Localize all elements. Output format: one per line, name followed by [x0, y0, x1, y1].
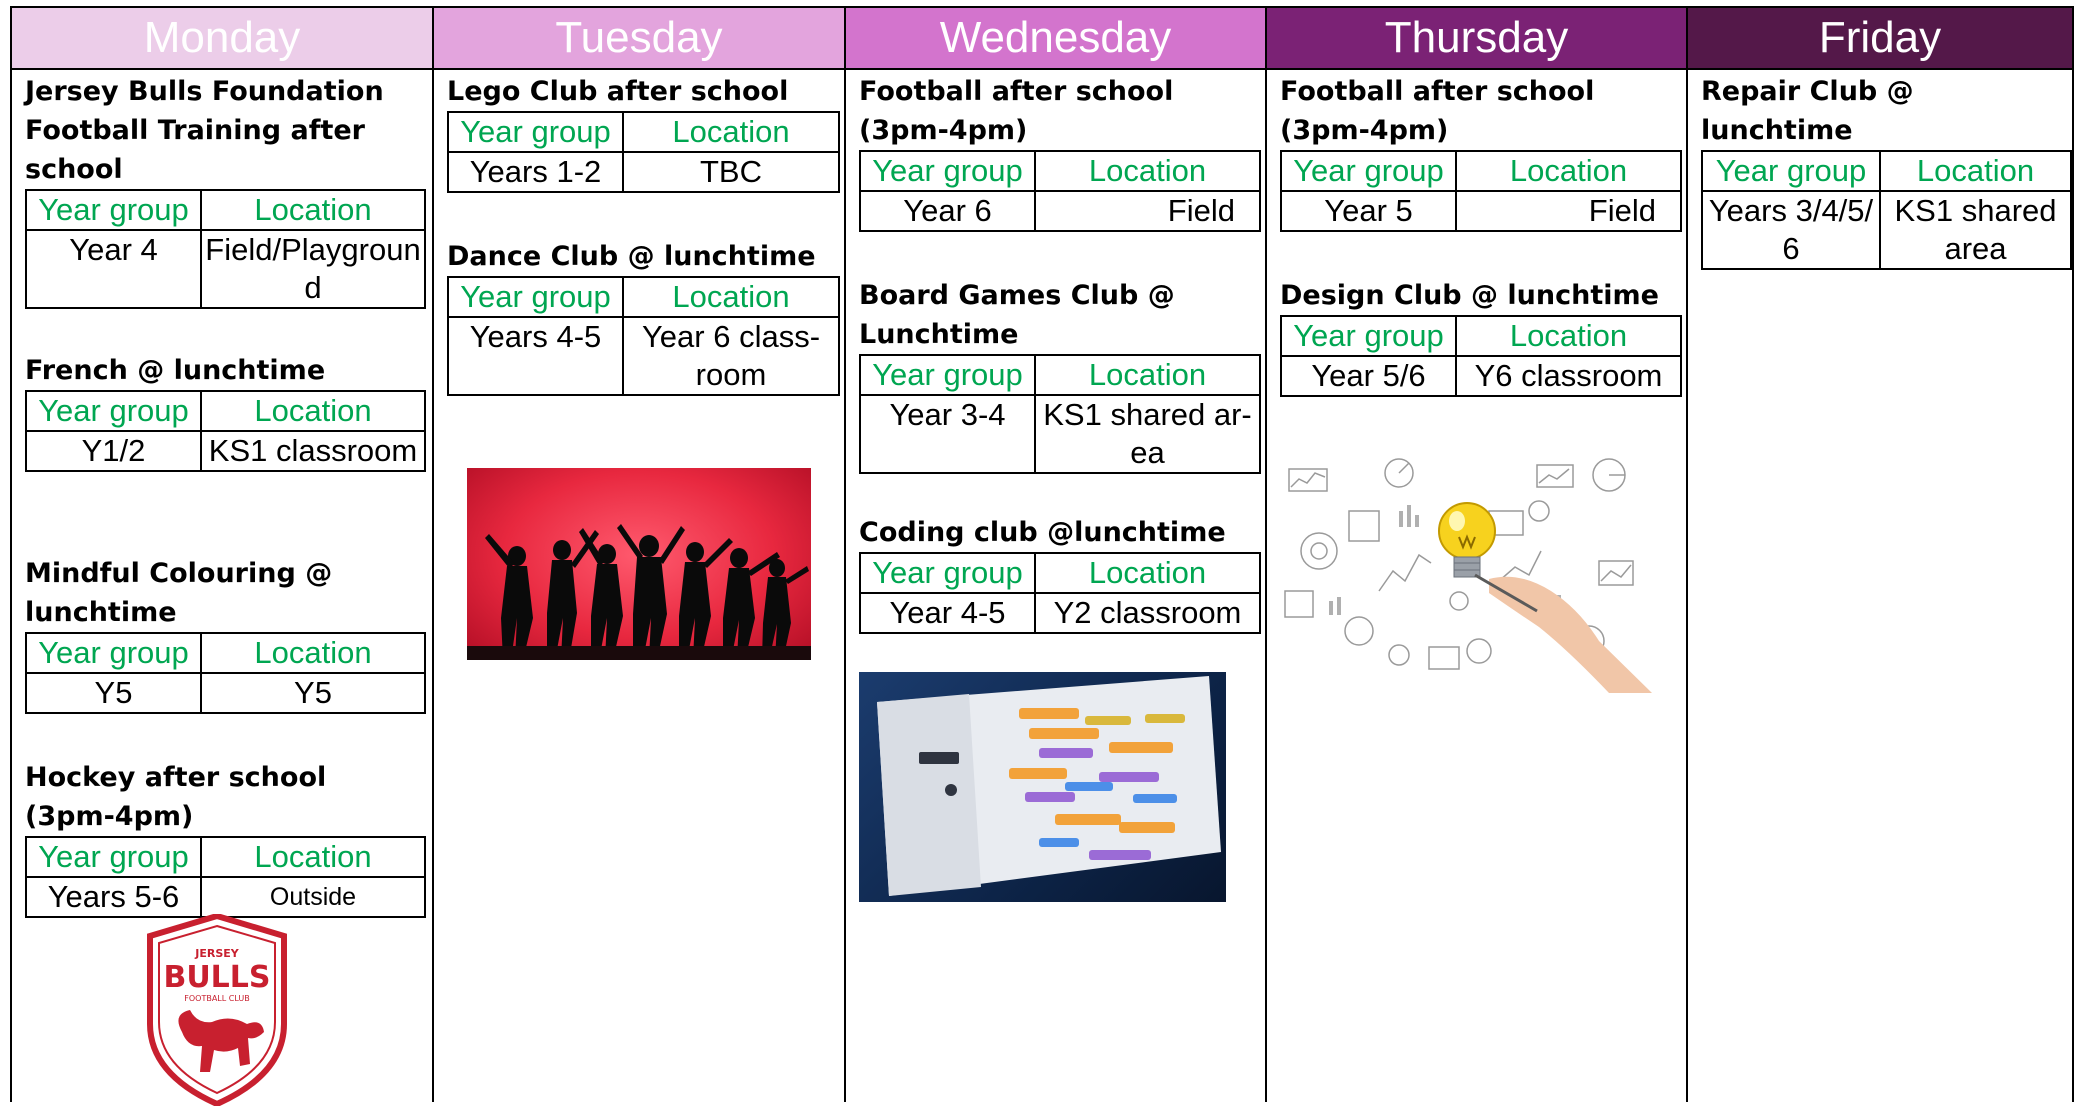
- day-header-thursday: Thursday: [1267, 8, 1686, 70]
- location-header: Location: [201, 633, 425, 673]
- club-mindful-colouring: [25, 554, 426, 714]
- lightbulb-ideas-image: [1279, 451, 1652, 693]
- location-header: Location: [201, 190, 425, 230]
- svg-text:FOOTBALL CLUB: FOOTBALL CLUB: [184, 994, 250, 1003]
- location-value: Outside: [201, 877, 425, 917]
- location-header: Location: [1035, 355, 1260, 395]
- location-header: Location: [1035, 553, 1260, 593]
- year-group-header: Year group: [26, 633, 201, 673]
- location-header: Location: [1880, 151, 2071, 191]
- club-info-table: [447, 111, 840, 193]
- club-title: Lego Club after school: [447, 76, 789, 107]
- location-value: Y2 classroom: [1035, 593, 1260, 633]
- club-info-table: [25, 632, 426, 714]
- year-group-value: Year 4-5: [860, 593, 1035, 633]
- club-repair: [1701, 72, 2072, 270]
- location-value: Field: [1456, 191, 1681, 231]
- year-group-header: Year group: [448, 112, 623, 152]
- location-value: Y6 classroom: [1456, 356, 1681, 396]
- day-header-monday: Monday: [12, 8, 432, 70]
- coding-laptop-image: [859, 672, 1226, 902]
- location-value: KS1 shared area: [1880, 191, 2071, 269]
- club-title: Repair Club @ lunchtime: [1701, 76, 1914, 146]
- club-title: French @ lunchtime: [25, 355, 326, 386]
- dance-silhouette-image: [467, 468, 811, 660]
- year-group-header: Year group: [26, 391, 201, 431]
- club-title: Dance Club @ lunchtime: [447, 241, 816, 272]
- column-wednesday: [844, 6, 1265, 1102]
- club-football-thursday: [1280, 72, 1682, 232]
- location-value: Field: [1035, 191, 1260, 231]
- location-header: Location: [201, 391, 425, 431]
- location-value: Y5: [201, 673, 425, 713]
- column-thursday: [1265, 6, 1686, 1102]
- club-title: Hockey after school (3pm-4pm): [25, 762, 327, 832]
- club-title: Board Games Club @ Lunchtime: [859, 280, 1175, 350]
- location-value: Field/Playground: [201, 230, 425, 308]
- svg-text:BULLS: BULLS: [163, 960, 271, 995]
- club-info-table: [859, 354, 1261, 474]
- year-group-value: Year 3-4: [860, 395, 1035, 473]
- year-group-header: Year group: [860, 151, 1035, 191]
- club-dance: [447, 237, 840, 396]
- club-info-table: [1701, 150, 2072, 270]
- club-title: Coding club @lunchtime: [859, 517, 1226, 548]
- location-header: Location: [1456, 316, 1681, 356]
- location-header: Location: [1456, 151, 1681, 191]
- jersey-bulls-logo: [142, 914, 292, 1106]
- year-group-value: Years 3/4/5/6: [1702, 191, 1880, 269]
- year-group-value: Y1/2: [26, 431, 201, 471]
- year-group-header: Year group: [1702, 151, 1880, 191]
- club-design: [1280, 276, 1682, 397]
- location-value: KS1 shared ar-ea: [1035, 395, 1260, 473]
- club-info-table: [859, 150, 1261, 232]
- club-football-wednesday: [859, 72, 1261, 232]
- year-group-header: Year group: [1281, 151, 1456, 191]
- club-coding: [859, 513, 1261, 634]
- club-title: Football after school (3pm-4pm): [1280, 76, 1595, 146]
- club-title: Design Club @ lunchtime: [1280, 280, 1659, 311]
- year-group-value: Year 5/6: [1281, 356, 1456, 396]
- club-title: Mindful Colouring @ lunchtime: [25, 558, 333, 628]
- club-lego: [447, 72, 840, 193]
- location-header: Location: [623, 277, 839, 317]
- club-board-games: [859, 276, 1261, 474]
- column-tuesday: [432, 6, 844, 1102]
- club-football-training: [25, 72, 426, 309]
- year-group-header: Year group: [860, 355, 1035, 395]
- column-friday: [1686, 6, 2074, 1102]
- year-group-value: Years 1-2: [448, 152, 623, 192]
- club-info-table: [25, 189, 426, 309]
- year-group-header: Year group: [448, 277, 623, 317]
- svg-text:JERSEY: JERSEY: [195, 947, 239, 960]
- club-info-table: [1280, 315, 1682, 397]
- club-french: [25, 351, 426, 472]
- year-group-header: Year group: [26, 190, 201, 230]
- day-header-wednesday: Wednesday: [846, 8, 1265, 70]
- location-header: Location: [623, 112, 839, 152]
- year-group-header: Year group: [1281, 316, 1456, 356]
- day-header-friday: Friday: [1688, 8, 2072, 70]
- year-group-value: Year 4: [26, 230, 201, 308]
- club-info-table: [1280, 150, 1682, 232]
- club-info-table: [25, 836, 426, 918]
- club-title: Jersey Bulls Foundation Football Training after school: [25, 76, 384, 185]
- year-group-value: Year 5: [1281, 191, 1456, 231]
- year-group-value: Year 6: [860, 191, 1035, 231]
- club-hockey: [25, 758, 426, 918]
- club-info-table: [25, 390, 426, 472]
- year-group-value: Y5: [26, 673, 201, 713]
- location-value: Year 6 class-room: [623, 317, 839, 395]
- location-header: Location: [1035, 151, 1260, 191]
- year-group-header: Year group: [26, 837, 201, 877]
- year-group-value: Years 5-6: [26, 877, 201, 917]
- club-info-table: [447, 276, 840, 396]
- location-value: TBC: [623, 152, 839, 192]
- location-header: Location: [201, 837, 425, 877]
- column-monday: [10, 6, 432, 1102]
- club-info-table: [859, 552, 1261, 634]
- day-header-tuesday: Tuesday: [434, 8, 844, 70]
- club-title: Football after school (3pm-4pm): [859, 76, 1174, 146]
- year-group-header: Year group: [860, 553, 1035, 593]
- year-group-value: Years 4-5: [448, 317, 623, 395]
- location-value: KS1 classroom: [201, 431, 425, 471]
